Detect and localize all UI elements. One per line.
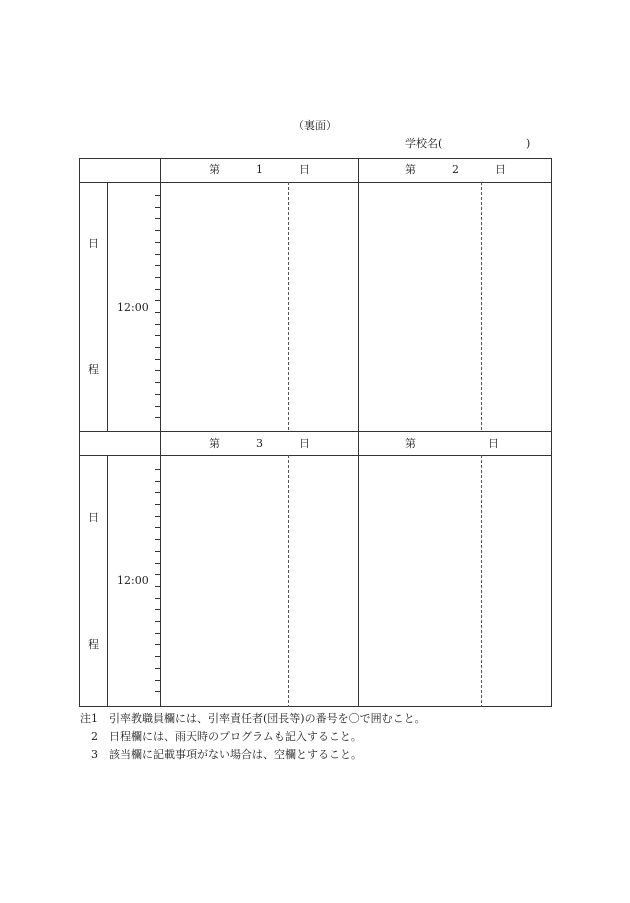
notes: [80, 712, 426, 766]
schedule-grid: [79, 158, 552, 708]
noon-label-1: 12:00: [117, 301, 149, 314]
row-label-top-1: 日: [88, 237, 99, 250]
note-item: 注1 引率教職員欄には、引率責任者(団長等)の番号を〇で囲むこと。: [80, 712, 426, 725]
school-name-close: ): [526, 137, 531, 150]
schedule-table: [79, 158, 552, 708]
note-item: 2 日程欄には、雨天時のプログラムも記入すること。: [80, 730, 362, 743]
day-header-2: 第 2 日: [405, 163, 506, 176]
time-ticks-block-1: [155, 196, 160, 418]
row-label-top-2: 日: [88, 511, 99, 524]
page-title: （裏面）: [293, 119, 337, 132]
time-ticks-block-2: [155, 470, 160, 692]
school-name-label: 学校名(: [405, 137, 443, 150]
row-label-bottom-2: 程: [88, 638, 99, 651]
day-header-4: 第 日: [405, 437, 499, 450]
day-header-3: 第 3 日: [209, 437, 310, 450]
day-header-1: 第 1 日: [209, 163, 310, 176]
row-label-bottom-1: 程: [88, 363, 99, 376]
note-item: 3 該当欄に記載事項がない場合は、空欄とすること。: [80, 748, 362, 761]
noon-label-2: 12:00: [117, 574, 149, 587]
school-name-field: [405, 137, 531, 151]
